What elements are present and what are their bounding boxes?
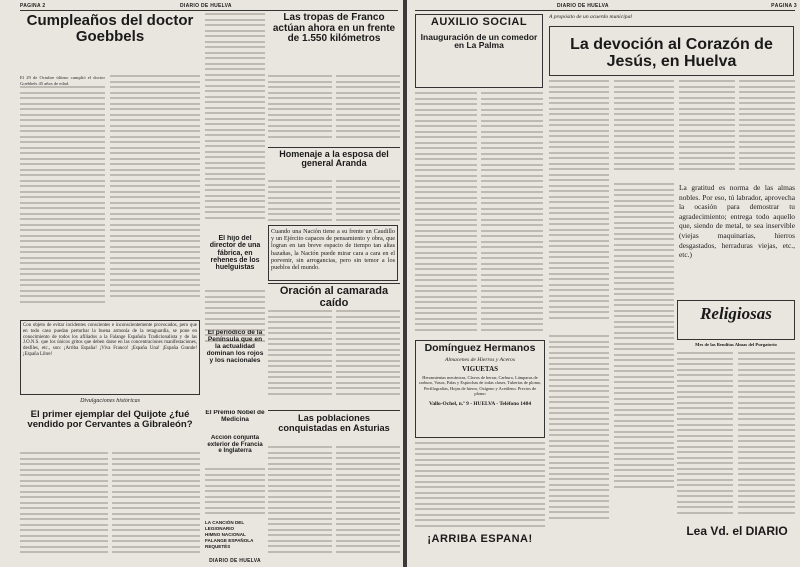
auxilio-social-article	[415, 14, 543, 88]
dominguez-line-3: Herramientas mecánicas, Clavos de herrar, Carburo, Lámparas de carburo, Vasos, Palas y Espiochas de todas clases, Tuberías de plomo, Perfilografías, Hojas de hierro, Oxígeno y Acetileno. Precios de plomo	[418, 375, 542, 397]
lea-diario-banner	[677, 525, 797, 547]
religiosas-body-col1	[677, 352, 733, 522]
cancion-line-2: HIMNO NACIONAL	[205, 532, 246, 537]
consigna-text: Con objeto de evitar incidentes conscientes e inconscientemente provocados, pero que en todo caso puedan perturbar la buena armonía de la retaguardia, se pone en conocimiento de todos los afiliados a la Falange Española Tradicionalista y de las J.O.N.S. que los únicos gritos que deben darse en las concentraciones manifestaciones, desfiles, etc., son: ¡Arriba España! ¡Viva Franco! ¡España Una! ¡España Grande! ¡España Libre!	[23, 323, 197, 357]
religiosas-subtitle: Mes de las Benditas Almas del Purgatorio	[695, 342, 777, 347]
caudillo-quote-text: Cuando una Nación tiene a su frente un Caudillo y un Ejército capaces de pensamiento y obra, que logran en tan breve espacio de tiempo tan altas hazañas, la Nación puede mirar cara a cara en el porvenir, sin arrogancias, pero sin temor a los pueblos del mundo.	[271, 228, 395, 272]
arriba-espana-banner	[415, 534, 545, 554]
asturias-body-col2	[336, 446, 400, 561]
goebbels-text-lines	[20, 86, 105, 303]
cancion-line-1: LA CANCIÓN DEL LEGIONARIO	[205, 520, 245, 531]
right-newspaper-page	[407, 0, 800, 567]
left-page-number: PAGINA 2	[20, 3, 46, 9]
dominguez-address: Vallo-Ochel, n.º 9 - HUELVA - Teléfono 1484	[428, 400, 532, 407]
franco-body-col2	[336, 75, 400, 145]
quijote-article	[20, 410, 200, 450]
cancion-line-4: REQUETÉS	[205, 544, 231, 549]
devocion-headline: La devoción al Corazón de Jesús, en Huelva	[570, 36, 773, 70]
gratitud-notice: La gratitud es norma de las almas nobles. Por eso, tú labrador, aprovecha la ocasión para demostrar tu agradecimiento; entrega todo aquello que, siendo de metal, te sea inservible (viejas maquinarias, hierros desgastados, herraduras viejas, etc., etc.)	[679, 183, 795, 260]
homenaje-headline: Homenaje a la esposa del general Aranda	[279, 150, 389, 169]
asturias-article	[268, 414, 400, 444]
left-footer-masthead: DIARIO DE HUELVA	[209, 558, 261, 564]
divulgaciones-label: Divulgaciones históricas	[80, 398, 140, 404]
periodico-headline: El periódico de la Península que en la actualidad dominan los rojos y los nacionales	[206, 330, 264, 364]
oracion-headline: Oración al camarada caído	[279, 286, 389, 308]
oracion-body-col1	[268, 310, 332, 405]
asturias-headline: Las poblaciones conquistadas en Asturias	[278, 414, 390, 433]
asturianos-article	[415, 442, 545, 532]
auxilio-title: AUXILIO SOCIAL	[430, 16, 528, 28]
cancion-line-3: FALANGE ESPAÑOLA	[205, 538, 254, 543]
middle-column-text	[614, 183, 674, 523]
dominguez-line-1: Almacenes de Hierros y Aceros	[444, 357, 515, 364]
quijote-body-col1	[20, 452, 108, 562]
oracion-article	[268, 286, 400, 308]
franco-body-col1	[268, 75, 332, 145]
quijote-body-col2	[112, 452, 200, 562]
hijo-headline: El hijo del director de una fábrica, en rehenes de los huelguistas	[209, 235, 261, 272]
dominguez-hermanos-ad	[415, 340, 545, 438]
left-page-masthead: DIARIO DE HUELVA	[180, 3, 232, 9]
caudillo-quote-box	[268, 225, 398, 281]
right-page-masthead: DIARIO DE HUELVA	[557, 3, 609, 9]
header-rule	[20, 10, 398, 11]
periodico-article	[205, 330, 265, 410]
accion-article	[205, 435, 265, 465]
devocion-article	[549, 26, 794, 76]
goebbels-headline: Cumpleaños del doctor Goebbels	[26, 13, 194, 45]
religiosas-body-col2	[738, 352, 795, 522]
homenaje-article	[268, 150, 400, 180]
lea-diario-text: Lea Vd. el DIARIO	[686, 525, 788, 538]
dominguez-title: Domínguez Hermanos	[424, 342, 536, 354]
franco-headline: Las tropas de Franco actúan ahora en un frente de 1.550 kilómetros	[272, 13, 396, 44]
accion-body	[205, 468, 265, 518]
religiosas-title: Religiosas	[700, 304, 772, 323]
dominguez-line-2: VIGUETAS	[461, 365, 499, 374]
devocion-body-col3	[679, 80, 735, 180]
homenaje-body-col2	[336, 180, 400, 225]
religiosas-section	[677, 300, 795, 340]
proposito-label: A propósito de un acuerdo municipal	[549, 14, 632, 20]
franco-article	[268, 13, 400, 73]
left-column-continuation	[549, 335, 609, 525]
arriba-espana-text: ¡ARRIBA ESPAÑA!	[427, 534, 533, 545]
devocion-body-col4	[739, 80, 795, 180]
goebbels-body-col2	[110, 75, 200, 315]
goebbels-article	[20, 13, 200, 73]
homenaje-body-col1	[268, 180, 332, 225]
nobel-article	[205, 410, 265, 430]
auxilio-body-col2	[481, 92, 543, 337]
accion-headline: Acción conjunta exterior de Francia e Inglaterra	[207, 435, 263, 454]
auxilio-subtitle: Inauguración de un comedor en La Palma	[420, 31, 538, 51]
auxilio-body-col1	[415, 92, 477, 337]
oracion-body-col2	[336, 310, 400, 405]
quijote-headline: El primer ejemplar del Quijote ¿fué vendido por Cervantes a Gibraleón?	[27, 410, 193, 431]
right-page-number: PÁGINA 3	[771, 3, 797, 9]
narrow-column-article	[205, 13, 265, 233]
devocion-body-col2	[614, 80, 674, 180]
devocion-body-col1	[549, 80, 609, 330]
consigna-box	[20, 320, 200, 395]
goebbels-body-col1	[20, 75, 105, 315]
asturias-body-col1	[268, 446, 332, 561]
goebbels-lead: El 29 de Octubre último cumplió el doctor Goebbels 45 años de edad.	[20, 75, 105, 86]
nobel-headline: El Premio Nobel de Medicina	[205, 410, 265, 423]
